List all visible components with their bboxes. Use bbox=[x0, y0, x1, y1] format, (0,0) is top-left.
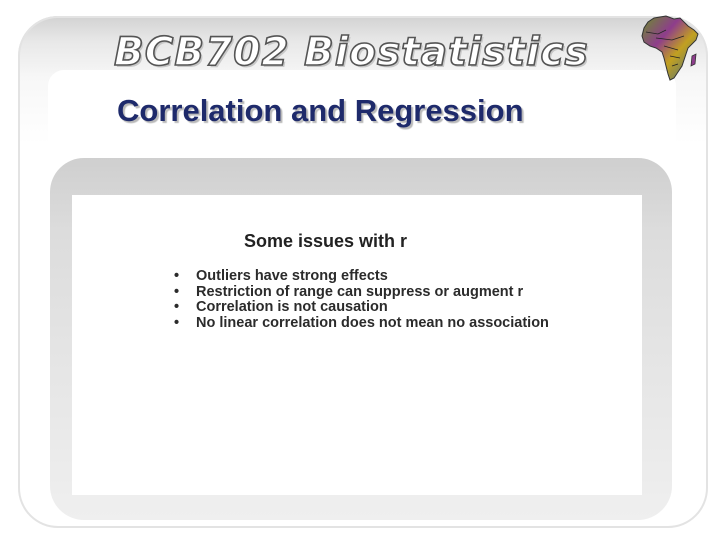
list-item bbox=[172, 300, 572, 316]
bullet-text: Correlation is not causation bbox=[196, 299, 388, 315]
embedded-slide bbox=[72, 195, 642, 495]
bullet-text: Restriction of range can suppress or augment r bbox=[196, 283, 524, 300]
bullet-dot: • bbox=[174, 268, 180, 284]
africa-map-icon bbox=[636, 12, 706, 84]
embedded-slide-heading: Some issues with r bbox=[244, 231, 408, 251]
course-title: BCB702 Biostatistics bbox=[114, 30, 589, 75]
bullet-text: Outliers have strong effects bbox=[196, 268, 388, 284]
list-item bbox=[172, 316, 572, 332]
bullet-dot: • bbox=[174, 314, 180, 331]
bullet-dot: • bbox=[174, 299, 180, 315]
list-item bbox=[172, 285, 572, 301]
bullet-dot: • bbox=[174, 283, 180, 300]
bullet-list bbox=[172, 269, 572, 331]
slide-title: Correlation and Regression bbox=[117, 93, 524, 128]
list-item bbox=[172, 269, 572, 285]
bullet-text: No linear correlation does not mean no association bbox=[196, 314, 549, 331]
